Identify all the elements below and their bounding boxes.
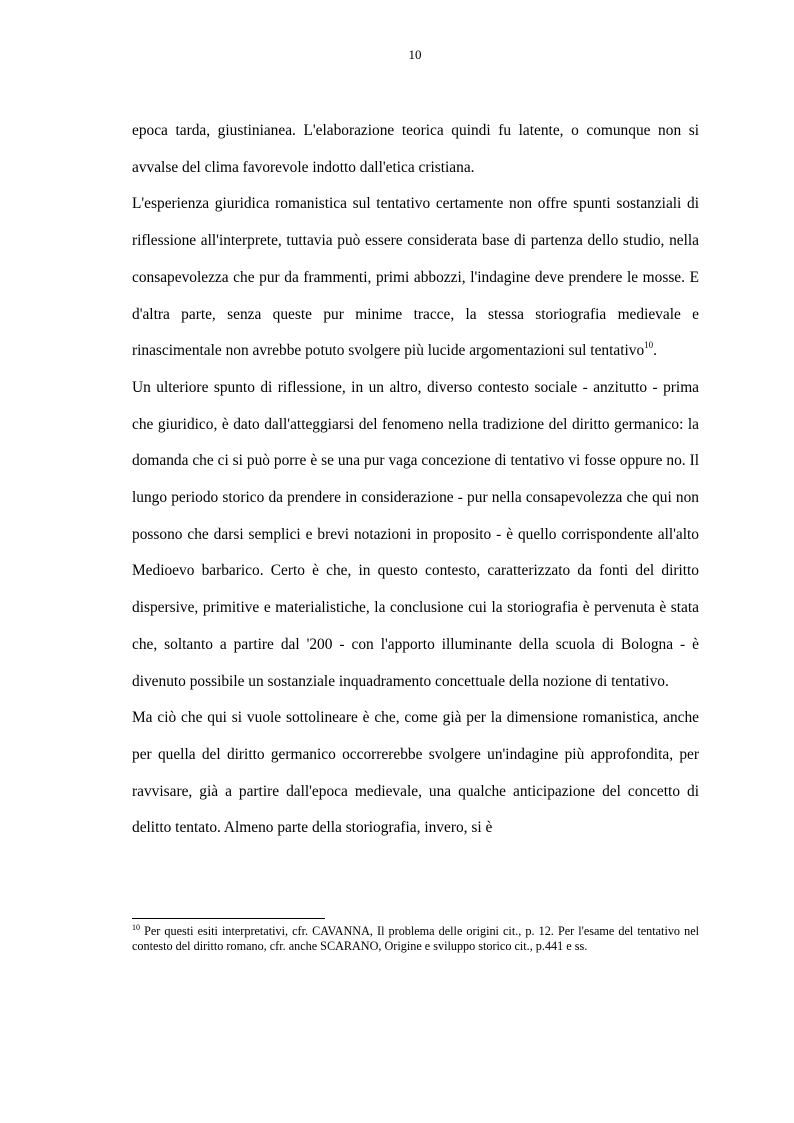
paragraph: epoca tarda, giustinianea. L'elaborazione teorica quindi fu latente, o comunque non si avvalse del clima favorevole indotto dall'etica cristiana. bbox=[132, 122, 699, 176]
paragraph bbox=[132, 186, 699, 370]
footnote-separator bbox=[132, 918, 325, 919]
paragraph: Un ulteriore spunto di riflessione, in un altro, diverso contesto sociale - anzitutto - prima che giuridico, è dato dall'atteggiarsi del fenomeno nella tradizione del diritto germanico: la domanda che ci si può porre è se una pur vaga concezione di tentativo vi fosse oppure no. Il lungo periodo storico da prendere in considerazione - pur nella consapevolezza che qui non possono che darsi semplici e brevi notazioni in proposito - è quello corrispondente all'alto Medioevo barbarico. Certo è che, in questo contesto, caratterizzato da fonti del diritto dispersive, primitive e materialistiche, la conclusione cui la storiografia è pervenuta è stata che, soltanto a partire dal '200 - con l'apporto illuminante della scuola di Bologna - è divenuto possibile un sostanziale inquadramento concettuale della nozione di tentativo. bbox=[132, 378, 699, 690]
paragraph-text: L'esperienza giuridica romanistica sul tentativo certamente non offre spunti sostanziali di riflessione all'interprete, tuttavia può essere considerata base di partenza dello studio, nella consapevolezza che pur da frammenti, primi abbozzi, l'indagine deve prendere le mosse. E d'altra parte, senza queste pur minime tracce, la stessa storiografia medievale e rinascimentale non avrebbe potuto svolgere più lucide argomentazioni sul tentativo bbox=[132, 195, 699, 360]
page-number: 10 bbox=[408, 47, 422, 62]
footnote-reference[interactable]: 10 bbox=[644, 340, 654, 351]
footnote-text: Per questi esiti interpretativi, cfr. CAVANNA, Il problema delle origini cit., p. 12. Per l'esame del tentativo nel contesto del diritto romano, cfr. anche SCARANO, Origine e sviluppo storico cit., p.441 e ss. bbox=[132, 924, 699, 954]
footnote bbox=[132, 924, 699, 955]
footnote-number: 10 bbox=[132, 923, 140, 932]
paragraph: Ma ciò che qui si vuole sottolineare è che, come già per la dimensione romanistica, anche per quella del diritto germanico occorrerebbe svolgere un'indagine più approfondita, per ravvisare, già a partire dall'epoca medievale, una qualche anticipazione del concetto di delitto tentato. Almeno parte della storiografia, invero, si è bbox=[132, 709, 699, 837]
body-text bbox=[132, 113, 699, 847]
paragraph-end-punctuation: . bbox=[653, 342, 658, 360]
